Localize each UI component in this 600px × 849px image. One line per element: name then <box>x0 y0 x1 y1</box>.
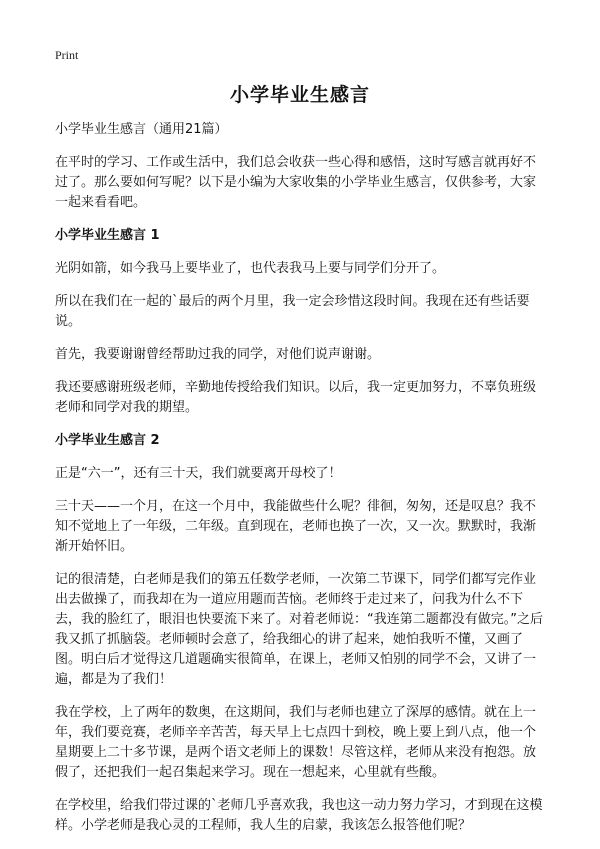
paragraph: 光阴如箭，如今我马上要毕业了，也代表我马上要与同学们分开了。 <box>55 261 446 276</box>
page-title: 小学毕业生感言 <box>229 84 370 106</box>
print-link[interactable]: Print <box>55 48 79 62</box>
paragraph: 记的很清楚，白老师是我们的第五任数学老师，一次第二节课下，同学们都写完作业出去做操了，而我却在为一道应用题而苦恼。老师终于走过来了，问我为什么不下去，我的脸红了，眼泪也快要流下来了。对着老师说：“我连第二题都没有做完。”之后我又抓了抓脑袋。老师顿时会意了，给我细心的讲了起来，她怕我听不懂，又画了图。明白后才觉得这几道题确实很简单，在课上，老师又怕别的同学不会，又讲了一遍，都是为了我们！ <box>55 572 543 687</box>
document-subtitle: 小学毕业生感言（通用21篇） <box>55 122 228 137</box>
paragraph: 在学校里，给我们带过课的`老师几乎喜欢我，我也这一动力努力学习，才到现在这模样。小学老师是我心灵的工程师，我人生的启蒙，我该怎么报答他们呢？ <box>55 798 543 833</box>
paragraph: 首先，我要谢谢曾经帮助过我的同学，对他们说声谢谢。 <box>55 347 381 362</box>
section-heading: 小学毕业生感言 2 <box>55 433 160 448</box>
paragraph: 正是“六一”，还有三十天，我们就要离开母校了！ <box>55 466 342 481</box>
intro-paragraph: 在平时的学习、工作或生活中，我们总会收获一些心得和感悟，这时写感言就再好不过了。那么要如何写呢？以下是小编为大家收集的小学毕业生感言，仅供参考，大家一起来看看吧。 <box>55 155 537 210</box>
paragraph: 我还要感谢班级老师，辛勤地传授给我们知识。以后，我一定更加努力，不辜负班级老师和同学对我的期望。 <box>55 380 537 415</box>
paragraph: 所以在我们在一起的`最后的两个月里，我一定会珍惜这段时间。我现在还有些话要说。 <box>55 294 530 329</box>
section-heading: 小学毕业生感言 1 <box>55 228 160 243</box>
paragraph: 我在学校，上了两年的数奥，在这期间，我们与老师也建立了深厚的感情。就在上一年，我们要竞赛，老师辛辛苦苦，每天早上七点四十到校，晚上要上到八点，他一个星期要上二十多节课，是两个语文老师上的课数！尽管这样，老师从来没有抱怨。放假了，还把我们一起召集起来学习。现在一想起来，心里就有些酸。 <box>55 705 537 780</box>
document-body <box>55 120 545 849</box>
paragraph: 三十天——一个月，在这一个月中，我能做些什么呢？徘徊，匆匆，还是叹息？我不知不觉地上了一年级，二年级。直到现在，老师也换了一次，又一次。默默时，我渐渐开始怀旧。 <box>55 499 537 554</box>
